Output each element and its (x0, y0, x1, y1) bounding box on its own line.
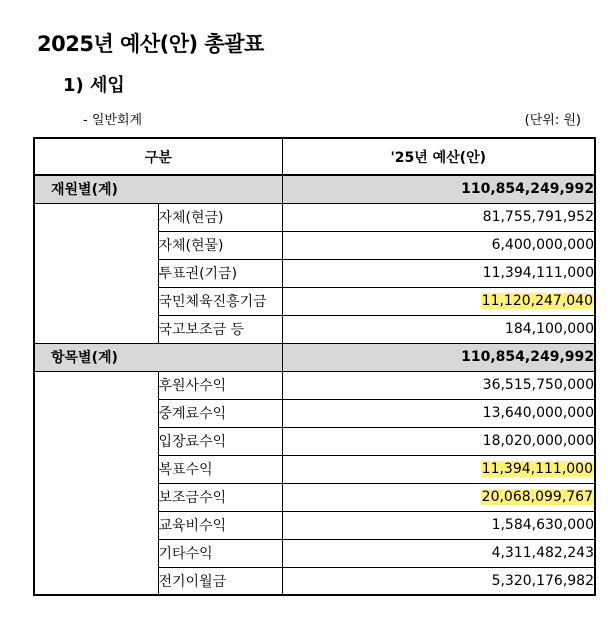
table-row (34, 511, 595, 539)
row-label: 전기이월금 (158, 567, 282, 595)
row-label: 자체(현물) (158, 231, 282, 259)
row-label: 기타수익 (158, 539, 282, 567)
indent-cell (34, 511, 158, 539)
header-amount: '25년 예산(안) (282, 138, 595, 175)
row-label: 중계료수익 (158, 399, 282, 427)
total-row-amount: 110,854,249,992 (282, 343, 595, 371)
table-row (34, 203, 595, 231)
indent-cell (34, 399, 158, 427)
row-label: 자체(현금) (158, 203, 282, 231)
account-label: - 일반회계 (83, 113, 143, 128)
table-row (34, 399, 595, 427)
indent-cell (34, 455, 158, 483)
table-row (34, 287, 595, 315)
section-heading: 1) 세입 (63, 75, 125, 96)
table-row (34, 567, 595, 595)
indent-cell (34, 427, 158, 455)
table-row (34, 455, 595, 483)
indent-cell (34, 539, 158, 567)
indent-cell (34, 203, 158, 231)
row-amount: 18,020,000,000 (282, 427, 595, 455)
row-label: 국민체육진흥기금 (158, 287, 282, 315)
total-row (34, 343, 595, 371)
indent-cell (34, 483, 158, 511)
row-amount: 6,400,000,000 (282, 231, 595, 259)
table-row (34, 231, 595, 259)
highlighted-amount: 11,394,111,000 (481, 461, 593, 477)
table-row (34, 315, 595, 343)
row-amount: 184,100,000 (282, 315, 595, 343)
table-row (34, 259, 595, 287)
header-category: 구분 (34, 138, 282, 175)
indent-cell (34, 259, 158, 287)
table-row (34, 371, 595, 399)
row-amount: 5,320,176,982 (282, 567, 595, 595)
row-label: 국고보조금 등 (158, 315, 282, 343)
row-amount (282, 455, 595, 483)
indent-cell (34, 231, 158, 259)
table-header-row (34, 138, 595, 175)
row-amount: 13,640,000,000 (282, 399, 595, 427)
row-amount (282, 287, 595, 315)
row-label: 보조금수익 (158, 483, 282, 511)
row-amount: 11,394,111,000 (282, 259, 595, 287)
total-row (34, 175, 595, 203)
highlighted-amount: 20,068,099,767 (481, 489, 593, 505)
total-row-label: 항목별(계) (34, 343, 282, 371)
indent-cell (34, 567, 158, 595)
indent-cell (34, 287, 158, 315)
total-row-amount: 110,854,249,992 (282, 175, 595, 203)
total-row-label: 재원별(계) (34, 175, 282, 203)
row-amount: 81,755,791,952 (282, 203, 595, 231)
page-title: 2025년 예산(안) 총괄표 (37, 32, 264, 56)
row-label: 후원사수익 (158, 371, 282, 399)
row-label: 교육비수익 (158, 511, 282, 539)
indent-cell (34, 371, 158, 399)
table-row (34, 427, 595, 455)
row-amount (282, 483, 595, 511)
budget-table (33, 137, 596, 596)
row-label: 복표수익 (158, 455, 282, 483)
table-row (34, 483, 595, 511)
unit-label: (단위: 원) (524, 113, 581, 128)
row-amount: 4,311,482,243 (282, 539, 595, 567)
table-row (34, 539, 595, 567)
row-amount: 36,515,750,000 (282, 371, 595, 399)
row-label: 투표권(기금) (158, 259, 282, 287)
indent-cell (34, 315, 158, 343)
row-label: 입장료수익 (158, 427, 282, 455)
row-amount: 1,584,630,000 (282, 511, 595, 539)
highlighted-amount: 11,120,247,040 (481, 293, 593, 309)
